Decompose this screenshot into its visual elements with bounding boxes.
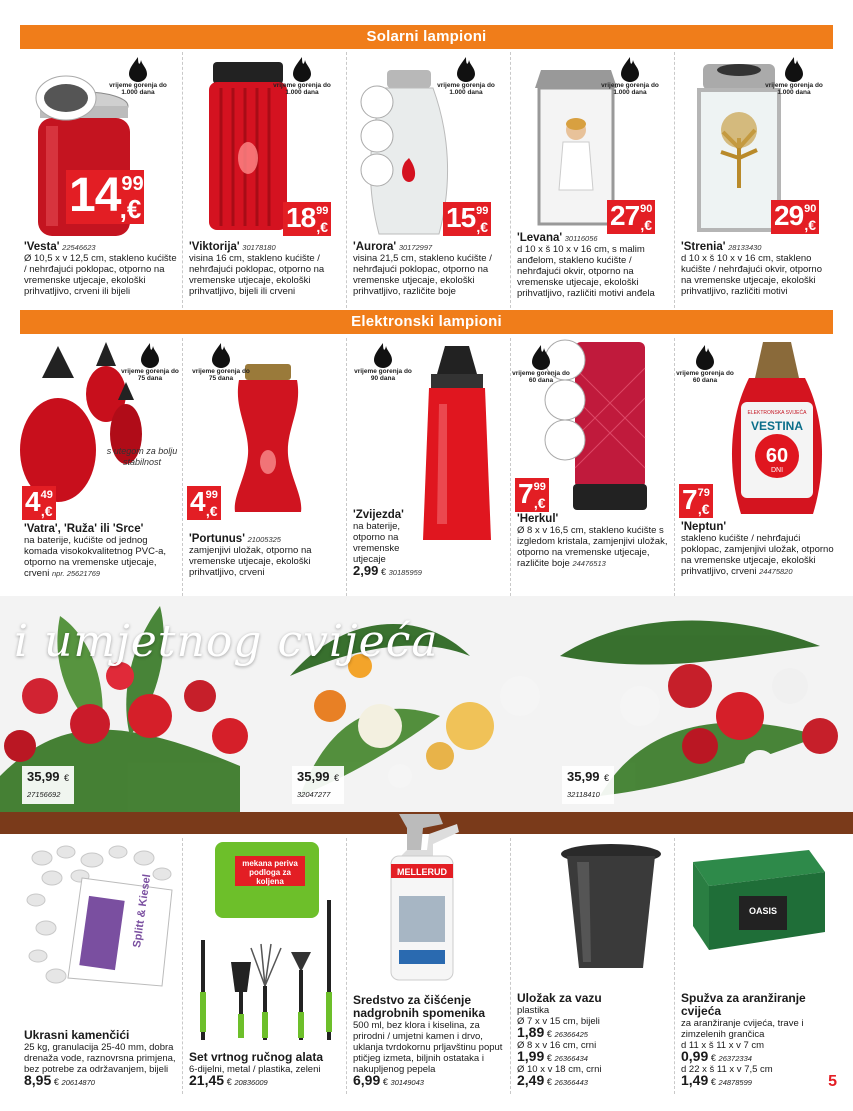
burn-time: vrijeme gorenja do 60 dana — [675, 344, 735, 384]
floral-foam-image — [689, 842, 829, 960]
flame-icon — [139, 342, 161, 368]
product-description: Sredstvo za čišćenje nadgrobnih spomenika 500 ml, bez klora i kiselina, za prirodni / umjetni kamen i drvo, uklanja tvrdokornu prljavštinu poput ptičjeg izmeta, biljnih ostataka i nakupljenog pepela 6,99 € 30149043 — [353, 993, 503, 1088]
burn-time: vrijeme gorenja do 1.000 dana — [436, 56, 496, 96]
flame-icon — [210, 342, 232, 368]
product-vatra[interactable] — [18, 338, 182, 596]
flame-icon — [530, 344, 552, 370]
label-top: ELEKTRONSKA SVIJEĆA — [747, 410, 807, 416]
flower-price-1: 35,99 € 27156692 — [22, 766, 74, 804]
foam-brand: OASIS — [748, 906, 778, 916]
price-tag: 4 99 ,€ — [187, 486, 221, 520]
product-strenia[interactable] — [674, 52, 838, 308]
burn-time: vrijeme gorenja do 1.000 dana — [272, 56, 332, 96]
product-herkul[interactable] — [510, 338, 674, 596]
burn-time: vrijeme gorenja do 75 dana — [120, 342, 180, 382]
product-description: 'Aurora' 30172997 visina 21,5 cm, stakleno kućište / nehrđajući poklopac, otporno na vremenske utjecaje, ekološki prihvatljivo, različite boje — [353, 241, 492, 297]
burn-time: vrijeme gorenja do 1.000 dana — [600, 56, 660, 96]
burn-time: vrijeme gorenja do 75 dana — [191, 342, 251, 382]
flowers-banner — [0, 596, 853, 812]
product-description: 'Vesta' 22546623 Ø 10,5 x v 12,5 cm, stakleno kućište / nehrđajući poklopac, otporno na vremenske utjecaje, ekološki prihvatljivo, crveni ili bijeli — [24, 241, 177, 297]
product-description: 'Neptun' stakleno kućište / nehrđajući poklopac, zamjenjivi uložak, otporno na vremenske utjecaje, ekološki prihvatljivo, crveni 24475820 — [681, 521, 834, 577]
price-tag: 7 99 ,€ — [515, 478, 549, 512]
product-viktorija[interactable] — [182, 52, 346, 308]
flower-price-3: 35,99 € 32118410 — [562, 766, 614, 804]
weight-note: s utegom za bolju stabilnost — [106, 446, 178, 467]
burn-time: vrijeme gorenja do 90 dana — [353, 342, 413, 382]
product-portunus[interactable] — [182, 338, 346, 596]
label-dni: DNI — [770, 467, 784, 474]
flame-icon — [694, 344, 716, 370]
burn-time: vrijeme gorenja do 1.000 dana — [764, 56, 824, 96]
bag-label: Splitt & Kiesel — [131, 873, 154, 949]
electronic-row — [18, 338, 838, 596]
price-tag: 29 90 ,€ — [771, 200, 819, 234]
product-description: 'Zvijezda' na baterije, otporno na vremenske utjecaje 2,99 € 30185959 — [353, 509, 422, 578]
kneeler-badge-text: mekana periva podloga za koljena — [242, 859, 298, 886]
flame-icon — [291, 56, 313, 82]
product-vesta[interactable] — [18, 52, 182, 308]
flame-icon — [372, 342, 394, 368]
product-description: 'Herkul' Ø 8 x v 16,5 cm, stakleno kućište s izgledom kristala, zamjenjivi uložak, otporno na vremenske utjecaje, različite boje 24476513 — [517, 513, 668, 569]
vase-insert-image — [551, 842, 661, 972]
flowers-title: i umjetnog cvijeća — [14, 616, 439, 667]
label-brand: VESTINA — [750, 419, 804, 433]
price-tag: 15 99 ,€ — [443, 202, 491, 236]
product-stones[interactable] — [18, 838, 182, 1094]
product-description: 'Portunus' 21005325 zamjenjivi uložak, otporno na vremenske utjecaje, ekološki prihvatljivo, crveni — [189, 533, 312, 578]
price-tag: 18 99 ,€ — [283, 202, 331, 236]
product-levana[interactable] — [510, 52, 674, 308]
cleaner-brand: MELLERUD — [397, 867, 447, 877]
product-vase-insert[interactable] — [510, 838, 674, 1094]
section-header-electronic: Elektronski lampioni — [20, 310, 833, 334]
product-description: Spužva za aranžiranje cvijeća za aranžiranje cvijeća, trave i zimzelenih grančica d 11 x š 11 x v 7 cm 0,99 € 26372334 d 22 x š 11 x v 7,5 cm 1,49 € 24878599 — [681, 991, 806, 1088]
product-description: 'Strenia' 28133430 d 10 x š 10 x v 16 cm, stakleno kućište / nehrđajući okvir, otporno na vremenske utjecaje, ekološki prihvatljivo, različiti motivi — [681, 241, 822, 297]
garden-tools-image — [191, 842, 341, 1042]
product-description: Ukrasni kamenčići 25 kg, granulacija 25-40 mm, dobra drenaža vode, raznovrsna primjena, bez potrebe za održavanjem, bijeli 8,95 € 20614870 — [24, 1028, 176, 1088]
flower-price-2: 35,99 € 32047277 — [292, 766, 344, 804]
product-aurora[interactable] — [346, 52, 510, 308]
product-zvijezda[interactable] — [346, 338, 510, 596]
product-tools[interactable] — [182, 838, 346, 1094]
product-description: Uložak za vazu plastika Ø 7 x v 15 cm, bijeli 1,89 € 26366425 Ø 8 x v 16 cm, crni 1,99 € 26366434 Ø 10 x v 18 cm, crni 2,49 € 26366443 — [517, 991, 602, 1088]
stones-bag-image — [22, 838, 178, 988]
product-cleaner[interactable] — [346, 838, 510, 1094]
price-tag: 14 99 ,€ — [66, 170, 144, 224]
flame-icon — [455, 56, 477, 82]
flame-icon — [783, 56, 805, 82]
burn-time: vrijeme gorenja do 1.000 dana — [108, 56, 168, 96]
page-number: 5 — [828, 1073, 837, 1090]
section-header-solar: Solarni lampioni — [20, 25, 833, 49]
flame-icon — [619, 56, 641, 82]
product-description: 'Viktorija' 30178180 visina 16 cm, stakleno kućište / nehrđajući poklopac, otporno na vremenske utjecaje, ekološki prihvatljivo, bijeli ili crveni — [189, 241, 325, 297]
product-description: 'Vatra', 'Ruža' ili 'Srce' na baterije, kućište od jednog komada visokokvalitetnog PVC-a, otporno na vremenske utjecaje, crveni npr. 25621769 — [24, 523, 167, 579]
label-60: 60 — [765, 445, 789, 467]
price-tag: 7 79 ,€ — [679, 484, 713, 518]
product-description: 'Levana' 30116056 d 10 x š 10 x v 16 cm, s malim anđelom, stakleno kućište / nehrđajući okvir, otporno na vremenske utjecaje, ekološki prihvatljivo, različiti motivi anđela — [517, 232, 655, 299]
garden-row — [18, 838, 838, 1094]
burn-time: vrijeme gorenja do 60 dana — [511, 344, 571, 384]
neptun-lantern-image — [727, 338, 827, 516]
price-tag: 4 49 ,€ — [22, 486, 56, 520]
portunus-lantern-image — [223, 362, 313, 514]
flame-icon — [127, 56, 149, 82]
price-tag: 27 90 ,€ — [607, 200, 655, 234]
product-description: Set vrtnog ručnog alata 6-dijelni, metal / plastika, zeleni 21,45 € 20836009 — [189, 1050, 324, 1088]
zvijezda-lantern-image — [417, 344, 497, 544]
cleaner-bottle-image — [377, 804, 467, 984]
solar-row — [18, 52, 838, 308]
product-neptun[interactable] — [674, 338, 838, 596]
product-floral-foam[interactable] — [674, 838, 838, 1094]
